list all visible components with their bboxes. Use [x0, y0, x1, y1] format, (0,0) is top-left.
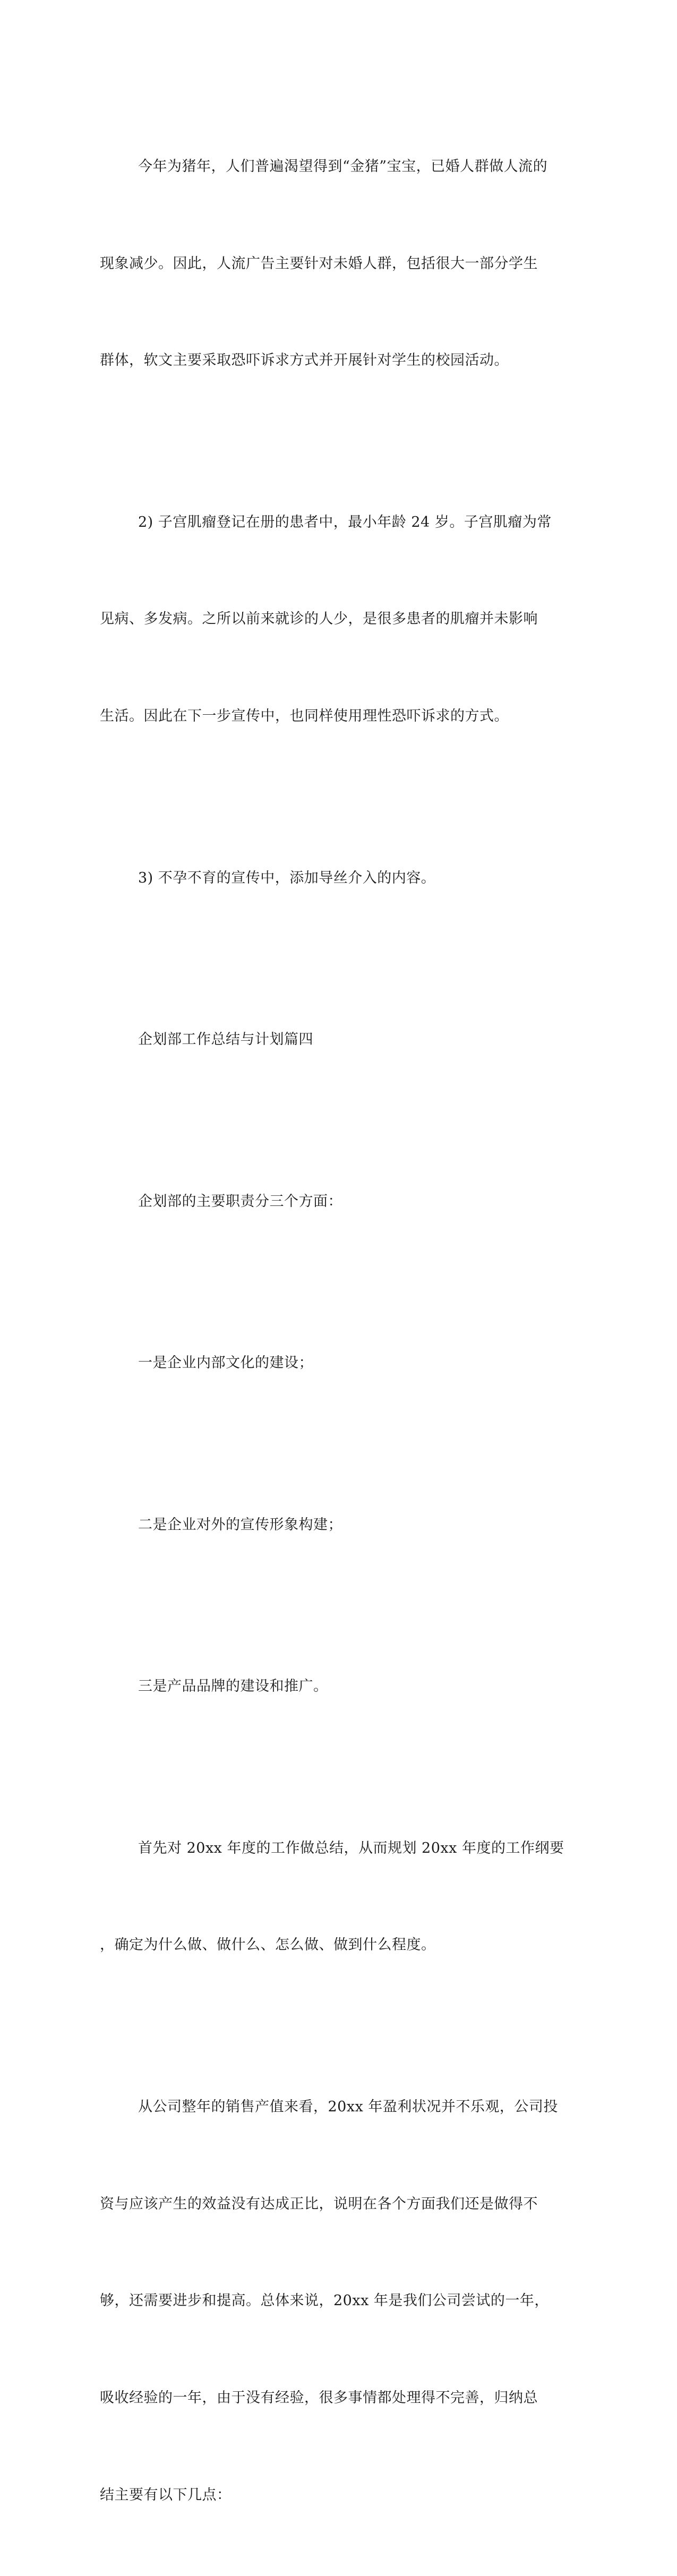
document-body: [100, 86, 572, 2576]
text-line: 首先对 20xx 年度的工作做总结，从而规划 20xx 年度的工作纲要: [138, 1839, 564, 1856]
text-line: 企划部的主要职责分三个方面：: [138, 1193, 342, 1210]
text-line: 群体，软文主要采取恐吓诉求方式并开展针对学生的校园活动。: [100, 352, 509, 369]
text-line: 结主要有以下几点：: [100, 2486, 232, 2503]
paragraph-summary-plan: [100, 1768, 572, 2026]
heading-line: 企划部工作总结与计划篇四: [138, 1031, 313, 1048]
paragraph-uterine-fibroids: [100, 442, 572, 798]
text-line: ，确定为什么做、做什么、怎么做、做到什么程度。: [100, 1937, 436, 1954]
text-line: 2) 子宫肌瘤登记在册的患者中，最小年龄 24 岁。子宫肌瘤为常: [138, 514, 552, 530]
text-line: 一是企业内部文化的建设；: [138, 1355, 313, 1372]
duty-item-2: [100, 1444, 572, 1606]
paragraph-sales-review: [100, 2026, 572, 2576]
paragraph-duties-intro: [100, 1121, 572, 1283]
paragraph-abortion-ads: [100, 86, 572, 442]
duty-item-1: [100, 1282, 572, 1444]
text-line: 今年为猪年，人们普遍渴望得到“金猪”宝宝，已婚人群做人流的: [138, 158, 548, 175]
text-line: 三是产品品牌的建设和推广。: [138, 1678, 328, 1695]
text-line: 从公司整年的销售产值来看，20xx 年盈利状况并不乐观，公司投: [138, 2098, 558, 2115]
text-line: 现象减少。因此，人流广告主要针对未婚人群，包括很大一部分学生: [100, 255, 538, 272]
duty-item-3: [100, 1606, 572, 1768]
text-line: 够，还需要进步和提高。总体来说，20xx 年是我们公司尝试的一年，: [100, 2292, 549, 2309]
text-line: 资与应该产生的效益没有达成正比，说明在各个方面我们还是做得不: [100, 2195, 538, 2212]
text-line: 3) 不孕不育的宣传中，添加导丝介入的内容。: [138, 869, 436, 886]
text-line: 见病、多发病。之所以前来就诊的人少，是很多患者的肌瘤并未影响: [100, 611, 538, 628]
text-line: 吸收经验的一年，由于没有经验，很多事情都处理得不完善，归纳总: [100, 2390, 538, 2407]
text-line: 二是企业对外的宣传形象构建；: [138, 1516, 342, 1533]
text-line: 生活。因此在下一步宣传中，也同样使用理性恐吓诉求的方式。: [100, 708, 509, 725]
section-heading: [100, 959, 572, 1121]
paragraph-infertility: [100, 798, 572, 960]
